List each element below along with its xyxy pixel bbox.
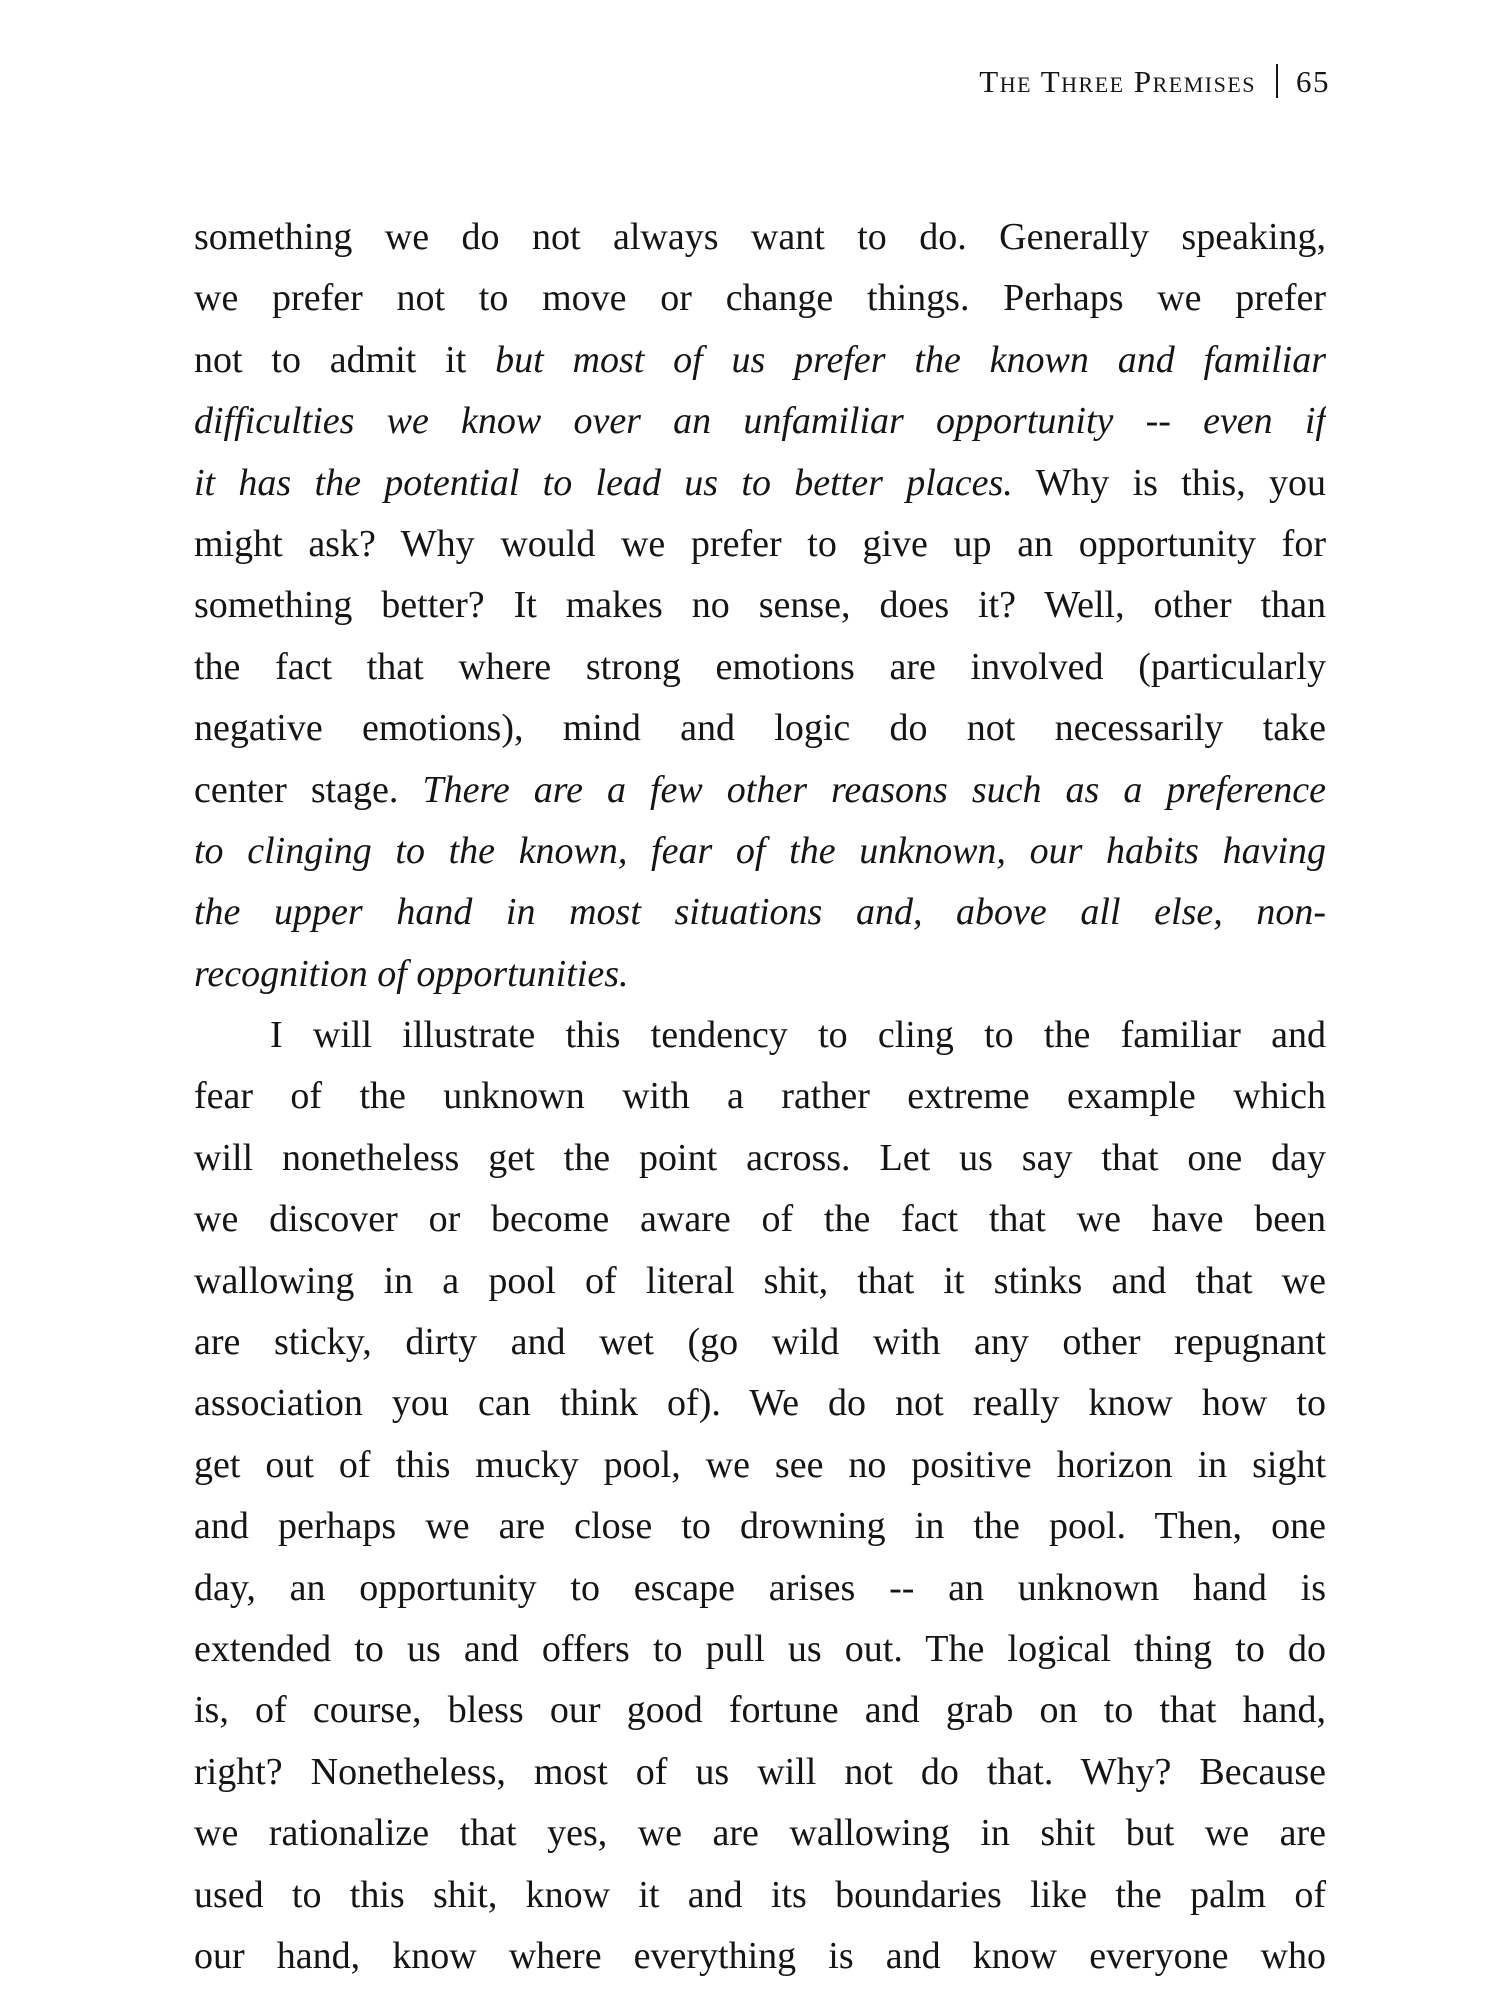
text-line bbox=[194, 1373, 1326, 1434]
text-line bbox=[194, 268, 1326, 329]
text-line bbox=[194, 1558, 1326, 1619]
text-segment: the upper hand in most situations and, above all else, non- bbox=[194, 891, 1326, 934]
text-line bbox=[194, 514, 1326, 575]
text-line bbox=[194, 1926, 1326, 1987]
text-line bbox=[194, 1742, 1326, 1803]
text-line bbox=[194, 1005, 1326, 1066]
text-line bbox=[194, 453, 1326, 514]
text-segment: the fact that where strong emotions are involved (particularly bbox=[194, 645, 1326, 688]
text-segment: get out of this mucky pool, we see no positive horizon in sight bbox=[194, 1443, 1326, 1486]
text-line bbox=[194, 821, 1326, 882]
text-line bbox=[194, 1312, 1326, 1373]
text-segment: it has the potential to lead us to better places. bbox=[194, 461, 1013, 504]
text-segment: association you can think of). We do not really know how to bbox=[194, 1382, 1326, 1425]
running-head-title: The Three Premises bbox=[979, 64, 1256, 99]
text-line bbox=[194, 575, 1326, 636]
text-segment: not to admit it bbox=[194, 338, 467, 381]
text-line bbox=[194, 698, 1326, 759]
text-segment: something better? It makes no sense, does it? Well, other than bbox=[194, 584, 1326, 627]
text-segment: right? Nonetheless, most of us will not do that. Why? Because bbox=[194, 1750, 1326, 1793]
text-segment: something we do not always want to do. Generally speaking, bbox=[194, 216, 1326, 258]
text-segment: we prefer not to move or change things. Perhaps we prefer bbox=[194, 277, 1326, 320]
running-header bbox=[979, 62, 1330, 102]
text-segment: Why is this, you bbox=[1035, 461, 1326, 504]
body-text bbox=[194, 207, 1326, 1987]
text-line bbox=[194, 207, 1326, 268]
text-segment: to clinging to the known, fear of the unknown, our habits having bbox=[194, 829, 1326, 872]
text-line bbox=[194, 1680, 1326, 1741]
text-line bbox=[194, 1803, 1326, 1864]
text-segment: negative emotions), mind and logic do not necessarily take bbox=[194, 707, 1326, 750]
text-segment: our hand, know where everything is and know everyone who bbox=[194, 1934, 1326, 1977]
text-segment: There are a few other reasons such as a preference bbox=[422, 768, 1326, 811]
text-line bbox=[194, 1865, 1326, 1926]
text-segment: wallowing in a pool of literal shit, that it stinks and that we bbox=[194, 1259, 1326, 1302]
text-line bbox=[194, 1066, 1326, 1127]
text-segment: recognition of opportunities. bbox=[194, 952, 629, 995]
text-segment: we rationalize that yes, we are wallowing in shit but we are bbox=[194, 1812, 1326, 1855]
text-line bbox=[194, 1496, 1326, 1557]
text-segment: and perhaps we are close to drowning in the pool. Then, one bbox=[194, 1505, 1326, 1548]
text-segment: is, of course, bless our good fortune and grab on to that hand, bbox=[194, 1689, 1326, 1732]
header-separator bbox=[1276, 64, 1278, 98]
text-line bbox=[194, 1251, 1326, 1312]
text-segment: used to this shit, know it and its boundaries like the palm of bbox=[194, 1873, 1326, 1916]
text-line bbox=[194, 1619, 1326, 1680]
text-segment: we discover or become aware of the fact that we have been bbox=[194, 1198, 1326, 1241]
text-line bbox=[194, 1128, 1326, 1189]
text-segment: day, an opportunity to escape arises -- an unknown hand is bbox=[194, 1566, 1326, 1609]
text-line bbox=[194, 882, 1326, 943]
text-line bbox=[194, 944, 1326, 1005]
text-segment: might ask? Why would we prefer to give up an opportunity for bbox=[194, 522, 1326, 565]
text-line bbox=[194, 1435, 1326, 1496]
text-line bbox=[194, 760, 1326, 821]
text-segment: will nonetheless get the point across. Let us say that one day bbox=[194, 1136, 1326, 1179]
text-segment: extended to us and offers to pull us out. The logical thing to do bbox=[194, 1627, 1326, 1670]
text-segment: I will illustrate this tendency to cling to the familiar and bbox=[270, 1014, 1326, 1057]
text-segment: difficulties we know over an unfamiliar opportunity -- even if bbox=[194, 400, 1326, 443]
text-line bbox=[194, 330, 1326, 391]
text-segment: are sticky, dirty and wet (go wild with any other repugnant bbox=[194, 1321, 1326, 1364]
text-line bbox=[194, 1189, 1326, 1250]
text-line bbox=[194, 391, 1326, 452]
page-number: 65 bbox=[1296, 64, 1330, 99]
text-line bbox=[194, 637, 1326, 698]
text-segment: fear of the unknown with a rather extreme example which bbox=[194, 1075, 1326, 1118]
text-segment: but most of us prefer the known and familiar bbox=[495, 338, 1326, 381]
text-segment: center stage. bbox=[194, 768, 399, 811]
